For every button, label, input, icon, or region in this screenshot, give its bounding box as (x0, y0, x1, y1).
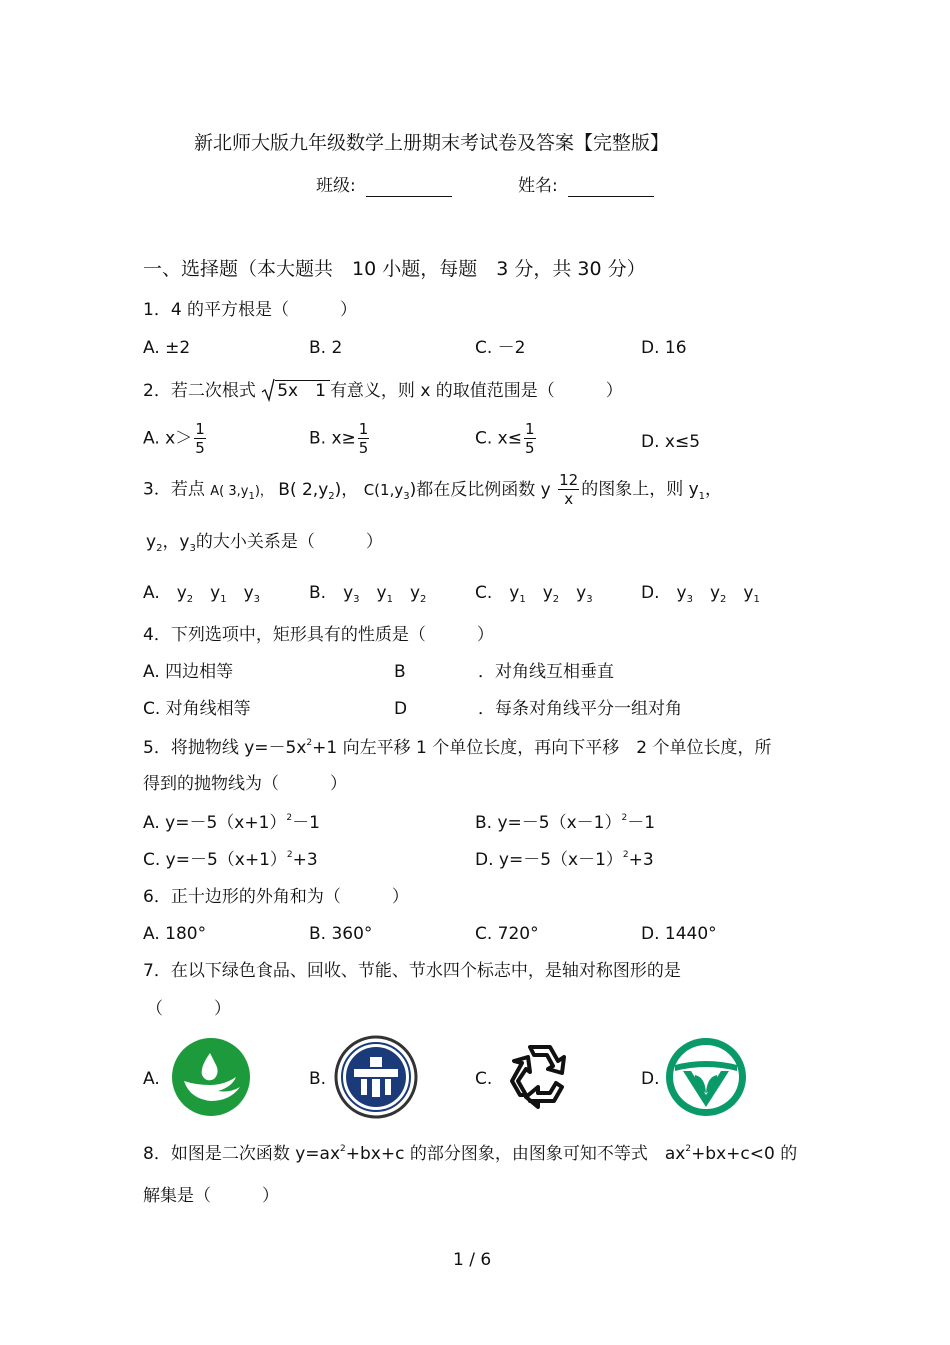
fraction (194, 420, 206, 457)
q7-option-b-label[interactable]: B. (309, 1069, 327, 1089)
denominator: x (564, 490, 574, 508)
recycle-arrows-logo-icon[interactable] (500, 1037, 580, 1117)
sup: 2 (685, 1144, 692, 1154)
fraction (524, 420, 536, 457)
q8-stem-line2: 解集是（ ） (143, 1186, 279, 1206)
sub: 3 (403, 490, 410, 502)
q3-y: y (146, 532, 157, 552)
q4-option-d[interactable]: ．每条对角线平分一组对角 (478, 699, 682, 719)
y: y (542, 583, 553, 603)
sub: 1 (248, 490, 255, 502)
label: C. y=－5（x+1） (143, 850, 287, 870)
label: A. (143, 583, 160, 603)
q7-option-c-label[interactable]: C. (475, 1069, 493, 1089)
fraction (558, 471, 579, 508)
sub: 1 (386, 594, 393, 605)
q2-stem (143, 380, 623, 402)
sub: 2 (552, 594, 560, 605)
q8-stem1c: +bx+c<0 的 (691, 1144, 798, 1164)
q3-mid: ，y (162, 532, 190, 552)
q3-p2: 的图象上，则 y (581, 479, 699, 500)
section-heading: 一、选择题（本大题共 10 小题，每题 3 分，共 30 分） (143, 258, 646, 280)
denominator: 5 (524, 439, 535, 457)
q7-paren: （ ） (146, 999, 231, 1019)
q3-stem-line2 (146, 531, 383, 556)
y: y (210, 583, 221, 603)
end: +3 (292, 850, 318, 870)
point-c-text: C(1,y (363, 480, 404, 499)
q5-stem-line1 (143, 737, 771, 762)
q8-stem-line1 (143, 1143, 797, 1168)
y: y (509, 583, 520, 603)
name-label: 姓名: (518, 176, 558, 196)
q5-stem1b: +1 向左平移 1 个单位长度，再向下平移 2 个单位长度，所 (312, 738, 772, 758)
q1-option-d[interactable]: D. 16 (641, 338, 687, 358)
q2-option-a[interactable] (143, 420, 208, 457)
q5-option-a[interactable] (143, 812, 320, 837)
q7-option-a-label[interactable]: A. (143, 1069, 160, 1089)
sub: 3 (686, 594, 693, 605)
point-a (210, 483, 273, 502)
page-title: 新北师大版九年级数学上册期末考试卷及答案【完整版】 (194, 132, 670, 154)
sub: 2 (186, 594, 194, 605)
sub: 2 (720, 594, 727, 605)
q2-suffix: 有意义，则 x 的取值范围是（ ） (329, 381, 623, 401)
point-b-close: )， (334, 479, 359, 500)
q3-option-d[interactable] (641, 582, 760, 607)
q5-option-d[interactable] (475, 849, 654, 874)
class-field[interactable] (316, 175, 452, 197)
end: －1 (292, 813, 320, 833)
y: y (376, 583, 387, 603)
q5-option-b[interactable] (475, 812, 655, 837)
sub: 1 (519, 594, 526, 605)
end: －1 (627, 813, 656, 833)
q2-b-label: B. x≥ (309, 428, 356, 449)
numerator: 1 (524, 420, 535, 438)
class-label: 班级: (316, 176, 356, 196)
q4-option-d-letter[interactable]: D (394, 699, 408, 719)
label: C. (475, 583, 493, 603)
q3-p1: 3．若点 (143, 479, 205, 500)
q6-option-c[interactable]: C. 720° (475, 924, 539, 944)
water-saving-logo-icon[interactable] (665, 1037, 747, 1117)
q3-p2-end: ， (705, 479, 723, 500)
q6-option-d[interactable]: D. 1440° (641, 924, 717, 944)
label: D. y=－5（x－1） (475, 850, 623, 870)
page-number: 1 / 6 (453, 1250, 492, 1270)
y: y (709, 583, 720, 603)
name-blank[interactable] (568, 180, 654, 197)
q8-stem1b: +bx+c 的部分图象，由图象可知不等式 ax (345, 1144, 686, 1164)
q7-stem: 7．在以下绿色食品、回收、节能、节水四个标志中，是轴对称图形的是 (143, 961, 681, 981)
class-blank[interactable] (366, 180, 452, 197)
label: D. (641, 583, 660, 603)
q2-prefix: 2．若二次根式 (143, 381, 256, 401)
q2-c-label: C. x≤ (475, 428, 522, 449)
sup: 2 (286, 850, 293, 860)
y: y (576, 583, 587, 603)
q3-option-b[interactable] (309, 582, 426, 607)
point-a-text: A( 3,y (210, 483, 249, 499)
sub: 3 (189, 543, 196, 554)
sub: 3 (586, 594, 593, 605)
q7-option-d-label[interactable]: D. (641, 1069, 660, 1089)
y: y (743, 583, 754, 603)
q6-option-a[interactable]: A. 180° (143, 924, 207, 944)
q6-option-b[interactable]: B. 360° (309, 924, 373, 944)
sub: 3 (253, 594, 261, 605)
recycling-seal-logo-icon[interactable] (334, 1035, 418, 1119)
q1-option-b[interactable]: B. 2 (309, 338, 343, 358)
q8-stem1: 8．如图是二次函数 y=ax (143, 1144, 341, 1164)
q3-option-a[interactable] (143, 582, 260, 607)
sub: 2 (328, 490, 335, 502)
numerator: 1 (195, 420, 205, 438)
q2-option-c[interactable] (475, 420, 538, 457)
denominator: 5 (358, 439, 369, 457)
name-field[interactable] (518, 175, 654, 197)
sup: 2 (621, 813, 628, 823)
q4-stem: 4．下列选项中，矩形具有的性质是（ ） (143, 625, 494, 645)
sup: 2 (340, 1144, 346, 1154)
q3-stem-line1 (143, 471, 722, 508)
y: y (343, 583, 354, 603)
radicand: 5x 1 (275, 380, 330, 401)
q5-option-c[interactable] (143, 849, 318, 874)
q3-end: 的大小关系是（ ） (195, 532, 383, 552)
sub: 3 (353, 594, 360, 605)
sup: 2 (306, 738, 313, 748)
sub: 1 (220, 594, 227, 605)
q2-a-label: A. x＞ (143, 428, 193, 449)
sub: 1 (753, 594, 760, 605)
denominator: 5 (195, 439, 205, 457)
point-c-close: )都在反比例函数 y (409, 479, 551, 500)
numerator: 1 (358, 420, 369, 438)
sub: 1 (698, 490, 706, 502)
green-food-logo-icon[interactable] (170, 1037, 252, 1117)
label: A. y=－5（x+1） (143, 813, 287, 833)
q5-stem1: 5．将抛物线 y=－5x (143, 738, 307, 758)
sub: 2 (156, 543, 163, 554)
y: y (176, 583, 187, 603)
q4-option-c[interactable]: C. 对角线相等 (143, 699, 251, 719)
sub: 2 (420, 594, 427, 605)
y: y (676, 583, 687, 603)
q4-option-b-letter[interactable]: B (394, 662, 406, 682)
point-a-close: )， (254, 483, 273, 499)
q1-option-a[interactable]: A. ±2 (143, 338, 191, 358)
q2-option-d[interactable]: D. x≤5 (641, 432, 701, 452)
radical-icon (261, 378, 275, 402)
q2-option-b[interactable] (309, 420, 371, 457)
q4-option-a[interactable]: A. 四边相等 (143, 662, 234, 682)
y: y (243, 583, 254, 603)
q1-stem: 1．4 的平方根是（ ） (143, 300, 358, 320)
y: y (409, 583, 421, 603)
q3-option-c[interactable] (475, 582, 593, 607)
q6-stem: 6．正十边形的外角和为（ ） (143, 887, 409, 907)
q1-option-c[interactable]: C. －2 (475, 338, 526, 358)
sup: 2 (622, 850, 629, 860)
label: B. y=－5（x－1） (475, 813, 622, 833)
point-b-text: B( 2,y (278, 479, 329, 500)
sqrt-expression (261, 380, 330, 402)
q4-option-b[interactable]: ．对角线互相垂直 (478, 662, 614, 682)
q5-stem-line2: 得到的抛物线为（ ） (143, 774, 347, 794)
numerator: 12 (559, 471, 579, 489)
fraction (358, 420, 370, 457)
sup: 2 (286, 813, 293, 823)
label: B. (309, 583, 327, 603)
point-c (364, 480, 551, 500)
end: +3 (628, 850, 654, 870)
point-b (278, 480, 358, 500)
